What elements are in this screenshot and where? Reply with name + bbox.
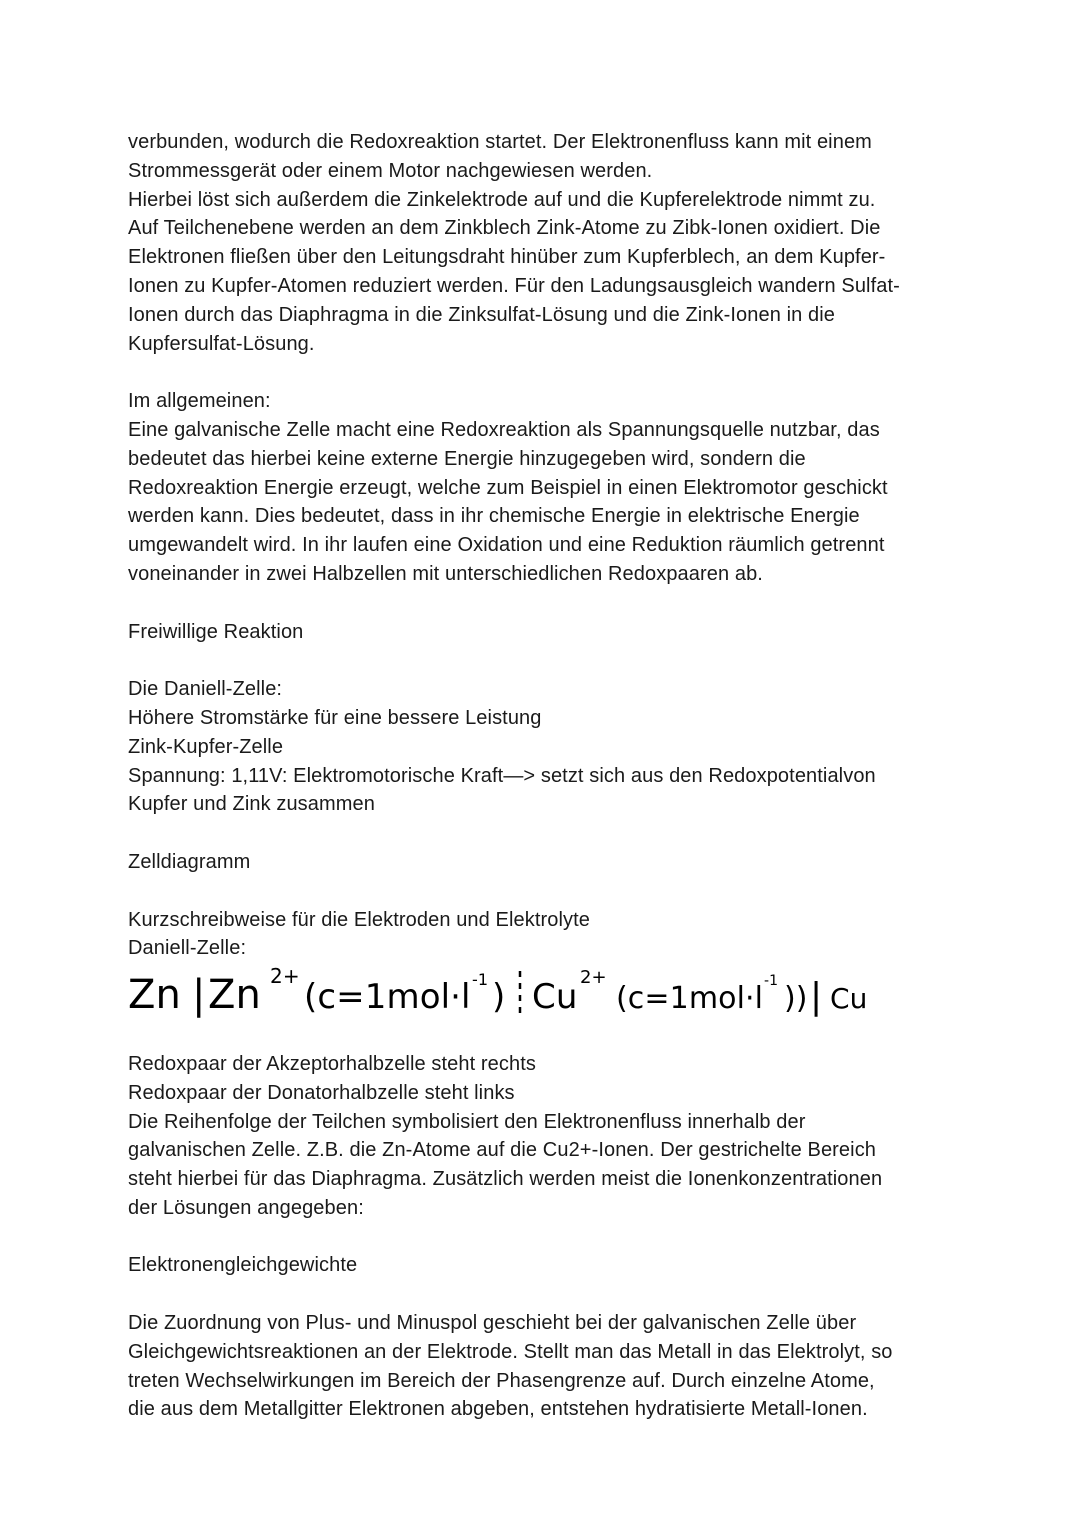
paragraph-gap bbox=[128, 819, 968, 848]
paragraph-general bbox=[128, 387, 968, 589]
cu-concentration: (c=1mol·l bbox=[616, 981, 764, 1017]
text-line: galvanischen Zelle. Z.B. die Zn-Atome auf die Cu2+-Ionen. Der gestrichelte Bereich bbox=[128, 1139, 877, 1162]
cu-electrode: Cu bbox=[830, 982, 868, 1016]
zn-ion: Zn bbox=[208, 972, 261, 1019]
text-line: der Lösungen angegeben: bbox=[128, 1196, 364, 1219]
paragraph-gap bbox=[128, 1223, 968, 1252]
text-line: Zink-Kupfer-Zelle bbox=[128, 735, 284, 758]
cu-concentration-close: )) bbox=[784, 981, 808, 1017]
text-line: Kupfer und Zink zusammen bbox=[128, 793, 375, 816]
text-line: Spannung: 1,11V: Elektromotorische Kraft—> setzt sich aus den Redoxpotentialvon bbox=[128, 764, 876, 787]
section-heading: Die Daniell-Zelle: bbox=[128, 678, 283, 701]
section-heading: Zelldiagramm bbox=[128, 850, 251, 873]
paragraph-gap bbox=[128, 877, 968, 906]
text-line: Elektronen fließen über den Leitungsdraht hinüber zum Kupferblech, an dem Kupfer- bbox=[128, 246, 886, 269]
text-line: Strommessgerät oder einem Motor nachgewiesen werden. bbox=[128, 159, 653, 182]
text-line: Die Reihenfolge der Teilchen symbolisiert den Elektronenfluss innerhalb der bbox=[128, 1110, 806, 1133]
text-line: treten Wechselwirkungen im Bereich der Phasengrenze auf. Durch einzelne Atome, bbox=[128, 1369, 875, 1392]
paragraph-gap bbox=[128, 589, 968, 618]
text-line: voneinander in zwei Halbzellen mit unterschiedlichen Redoxpaaren ab. bbox=[128, 562, 763, 585]
text-line: Auf Teilchenebene werden an dem Zinkblech Zink-Atome zu Zibk-Ionen oxidiert. Die bbox=[128, 217, 881, 240]
text-line: steht hierbei für das Diaphragma. Zusätzlich werden meist die Ionenkonzentrationen bbox=[128, 1168, 883, 1191]
paragraph-gap bbox=[128, 358, 968, 387]
paragraph-gap bbox=[128, 1280, 968, 1309]
document-page bbox=[128, 128, 968, 1424]
paragraph-poles bbox=[128, 1309, 968, 1424]
paragraph-gap bbox=[128, 1021, 968, 1050]
cu-concentration-exponent: -1 bbox=[764, 973, 779, 990]
paragraph-electron-equilibria bbox=[128, 1251, 968, 1280]
paragraph-daniell-process bbox=[128, 128, 968, 358]
phase-bar: | bbox=[810, 976, 823, 1018]
paragraph-redox-pairs bbox=[128, 1050, 968, 1223]
zn-concentration-exponent: -1 bbox=[472, 970, 489, 990]
text-line: Redoxpaar der Akzeptorhalbzelle steht rechts bbox=[128, 1052, 536, 1075]
text-line: Hierbei löst sich außerdem die Zinkelektrode auf und die Kupferelektrode nimmt zu. bbox=[128, 188, 876, 211]
paragraph-daniell-cell bbox=[128, 675, 968, 819]
text-line: Ionen zu Kupfer-Atomen reduziert werden. Für den Ladungsausgleich wandern Sulfat- bbox=[128, 274, 900, 297]
handwritten-formula bbox=[128, 961, 1028, 1021]
section-heading: Elektronengleichgewichte bbox=[128, 1254, 358, 1277]
text-line: Redoxreaktion Energie erzeugt, welche zum Beispiel in einen Elektromotor geschickt bbox=[128, 476, 888, 499]
text-line: Eine galvanische Zelle macht eine Redoxreaktion als Spannungsquelle nutzbar, das bbox=[128, 418, 880, 441]
text-line: bedeutet das hierbei keine externe Energie hinzugegeben wird, sondern die bbox=[128, 447, 806, 470]
text-line: Ionen durch das Diaphragma in die Zinksulfat-Lösung und die Zink-Ionen in die bbox=[128, 303, 836, 326]
cu-charge: 2+ bbox=[580, 967, 607, 989]
text-line: Kurzschreibweise für die Elektroden und Elektrolyte bbox=[128, 908, 590, 931]
phase-bar: | bbox=[192, 972, 206, 1019]
text-line: Die Zuordnung von Plus- und Minuspol geschieht bei der galvanischen Zelle über bbox=[128, 1312, 857, 1335]
paragraph-cell-diagram bbox=[128, 848, 968, 877]
text-line: werden kann. Dies bedeutet, dass in ihr chemische Energie in elektrische Energie bbox=[128, 505, 860, 528]
section-heading: Freiwillige Reaktion bbox=[128, 620, 304, 643]
text-line: Kupfersulfat-Lösung. bbox=[128, 332, 315, 355]
text-line: Höhere Stromstärke für eine bessere Leistung bbox=[128, 706, 542, 729]
zn-electrode: Zn bbox=[128, 972, 181, 1019]
text-line: verbunden, wodurch die Redoxreaktion startet. Der Elektronenfluss kann mit einem bbox=[128, 131, 872, 153]
text-line: Redoxpaar der Donatorhalbzelle steht links bbox=[128, 1081, 515, 1104]
text-line: Daniell-Zelle: bbox=[128, 937, 247, 960]
paragraph-voluntary-reaction bbox=[128, 618, 968, 647]
cu-ion: Cu bbox=[532, 977, 578, 1018]
zn-concentration: (c=1mol·l bbox=[304, 977, 471, 1018]
text-line: Gleichgewichtsreaktionen an der Elektrode. Stellt man das Metall in das Elektrolyt, so bbox=[128, 1340, 893, 1363]
paragraph-gap bbox=[128, 646, 968, 675]
section-heading: Im allgemeinen: bbox=[128, 390, 271, 413]
zn-concentration-close: ) bbox=[492, 977, 506, 1018]
handwritten-cell-diagram bbox=[128, 961, 968, 1021]
paragraph-notation bbox=[128, 906, 968, 964]
zn-charge: 2+ bbox=[270, 964, 300, 989]
text-line: umgewandelt wird. In ihr laufen eine Oxidation und eine Reduktion räumlich getrennt bbox=[128, 534, 885, 557]
text-line: die aus dem Metallgitter Elektronen abgeben, entstehen hydratisierte Metall-Ionen. bbox=[128, 1398, 868, 1421]
